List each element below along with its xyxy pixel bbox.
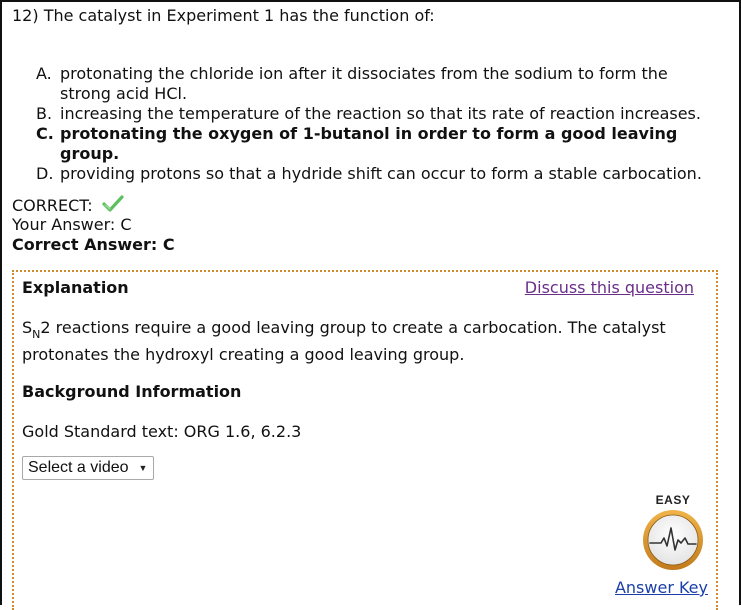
explanation-text — [22, 314, 708, 368]
choice-text: providing protons so that a hydride shift can occur to form a stable carbocation. — [60, 164, 702, 183]
heartbeat-icon — [640, 508, 706, 576]
your-answer: Your Answer: C — [12, 215, 132, 234]
explanation-title: Explanation — [22, 278, 129, 297]
answer-choices — [12, 64, 729, 184]
choice-letter: B. — [36, 104, 53, 123]
explanation-subscript: N — [32, 328, 41, 341]
background-text: Gold Standard text: ORG 1.6, 6.2.3 — [22, 422, 302, 441]
answer-key-link[interactable]: Answer Key — [614, 578, 708, 597]
choice-d[interactable] — [36, 164, 729, 184]
choice-a[interactable] — [36, 64, 729, 104]
choice-letter: D. — [36, 164, 54, 183]
result-status: CORRECT: — [12, 196, 93, 215]
choice-text: protonating the chloride ion after it dissociates from the sodium to form the strong acid HCl. — [60, 64, 668, 103]
question-text: 12) The catalyst in Experiment 1 has the function of: — [12, 6, 435, 25]
explanation-body: 2 reactions require a good leaving group to create a carbocation. The catalyst protonates the hydroxyl creating a good leaving group. — [22, 318, 666, 364]
result-status-row — [12, 195, 729, 215]
difficulty-label: EASY — [655, 493, 691, 507]
video-select[interactable] — [22, 456, 154, 480]
choice-c[interactable] — [36, 124, 729, 164]
choice-letter: C. — [36, 124, 54, 143]
background-title: Background Information — [22, 382, 242, 401]
video-select-value: Select a video — [28, 459, 129, 476]
result-block — [12, 195, 729, 255]
choice-letter: A. — [36, 64, 52, 83]
dropdown-arrow-icon: ▼ — [138, 463, 148, 473]
discuss-question-link[interactable]: Discuss this question — [524, 278, 694, 297]
difficulty-badge — [640, 492, 706, 576]
choice-b[interactable] — [36, 104, 729, 124]
correct-answer: Correct Answer: C — [12, 235, 175, 254]
explanation-box — [12, 270, 718, 610]
explanation-s: S — [22, 318, 33, 337]
choice-text: protonating the oxygen of 1-butanol in order to form a good leaving group. — [60, 124, 678, 163]
choice-text: increasing the temperature of the reaction so that its rate of reaction increases. — [60, 104, 701, 123]
explanation-header — [22, 278, 708, 300]
